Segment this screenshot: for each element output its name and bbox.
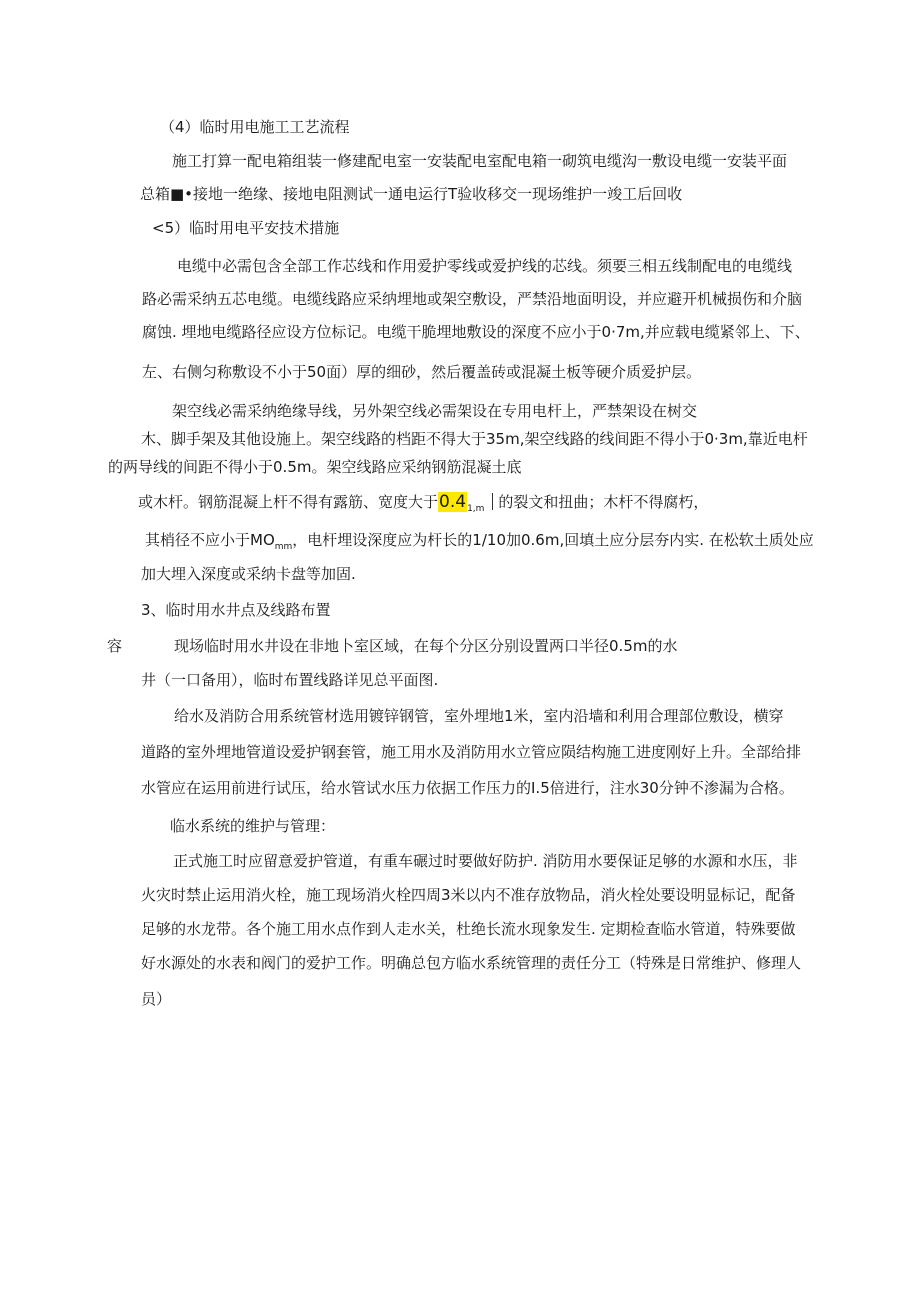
- flow-line-1: 施工打算一配电箱组装一修建配电室一安装配电室配电箱一砌筑电缆沟一敷设电缆一安装平面: [172, 152, 788, 170]
- section-5-heading: <5）临时用电平安技术措施: [152, 219, 340, 237]
- cable-para-line-2: 路必需采纳五芯电缆。电缆线路应采纳埋地或架空敷设，严禁沿地面明设，并应避开机械损伤和介脑: [142, 290, 803, 308]
- highlighted-value: 0.4: [439, 492, 467, 512]
- well-para-line-1: 现场临时用水井设在非地卜室区域，在每个分区分别设置两口半径0.5m的水: [174, 637, 678, 655]
- overhead-para-line-2: 木、脚手架及其他设施上。架空线路的档距不得大于35m,架空线路的线间距不得小于0·3m,靠近电杆: [141, 430, 808, 448]
- section-4-heading: （4）临时用电施工工艺流程: [160, 118, 350, 136]
- cable-para-line-1: 电缆中必需包含全部工作芯线和作用爱护零线或爱护线的芯线。须要三相五线制配电的电缆线: [177, 257, 793, 275]
- well-para-line-2: 井（一口备用），临时布置线路详见总平面图.: [141, 671, 439, 689]
- dia-subscript: mm: [274, 542, 293, 552]
- maintenance-heading: 临水系统的维护与管理：: [170, 817, 336, 835]
- cable-para-line-4: 左、右侧匀称敷设不小于50面）厚的细砂，然后覆盖砖或混凝土板等硬介质爱护层。: [142, 363, 702, 381]
- diameter-para-line-2: 加大埋入深度或采纳卡盘等加固.: [141, 565, 356, 583]
- dia-text-pre: 其梢径不应小于MO: [145, 531, 275, 549]
- pipe-para-line-3: 水管应在运用前进行试压，给水管试水压力依据工作压力的I.5倍进行，注水30分钟不渗漏为合格。: [141, 779, 794, 797]
- pole-subscript: 1,m: [467, 504, 485, 514]
- pipe-para-line-2: 道路的室外埋地管道设爱护钢套管，施工用水及消防用水立管应陨结构施工进度刚好上升。全部给排: [141, 743, 802, 761]
- cable-para-line-3: 腐蚀. 埋地电缆路径应设方位标记。电缆干脆埋地敷设的深度不应小于0·7m,并应载电缆紧邻上、下、: [142, 323, 810, 341]
- overhead-para-line-1: 架空线必需采纳绝缘导线，另外架空线必需架设在专用电杆上，严禁架设在树交: [172, 402, 698, 420]
- diameter-para-line-1: [145, 530, 814, 553]
- pole-para-line: [138, 492, 708, 515]
- flow-line-2: 总箱■•接地一绝缘、接地电阻测试一通电运行T验收移交一现场维护一竣工后回收: [140, 185, 683, 203]
- maint-para-line-2: 火灾时禁止运用消火栓，施工现场消火栓四周3米以内不准存放物品，消火栓处要设明显标记，配备: [141, 886, 796, 904]
- margin-char: 容: [107, 637, 123, 655]
- maint-para-line-4: 好水源处的水表和阀门的爱护工作。明确总包方临水系统管理的责任分工（特殊是日常维护、修理人: [141, 954, 802, 972]
- pipe-para-line-1: 给水及消防合用系统管材选用镀锌钢管，室外埋地1米，室内沿墙和利用合理部位敷设，横穿: [174, 707, 784, 725]
- section-3-heading: 3、临时用水井点及线路布置: [141, 601, 331, 619]
- maint-para-line-3: 足够的水龙带。各个施工用水点作到人走水关，杜绝长流水现象发生. 定期检查临水管道，特殊要做: [141, 920, 796, 938]
- maint-para-line-5: 员）: [141, 990, 172, 1008]
- vertical-bar-mark: [492, 493, 493, 510]
- pole-text-pre: 或木杆。钢筋混凝上杆不得有露筋、宽度大于: [138, 493, 439, 511]
- dia-text-post: ，电杆埋设深度应为杆长的1/10加0.6m,回填土应分层夯内实. 在松软土质处应: [292, 531, 814, 549]
- pole-text-post: 的裂文和扭曲；木杆不得腐朽，: [498, 493, 709, 511]
- overhead-para-line-3: 的两导线的间距不得小于0.5m。架空线路应采纳钢筋混凝土底: [108, 458, 522, 476]
- maint-para-line-1: 正式施工时应留意爱护管道，有重车碾过时要做好防护. 消防用水要保证足够的水源和水压，非: [173, 852, 798, 870]
